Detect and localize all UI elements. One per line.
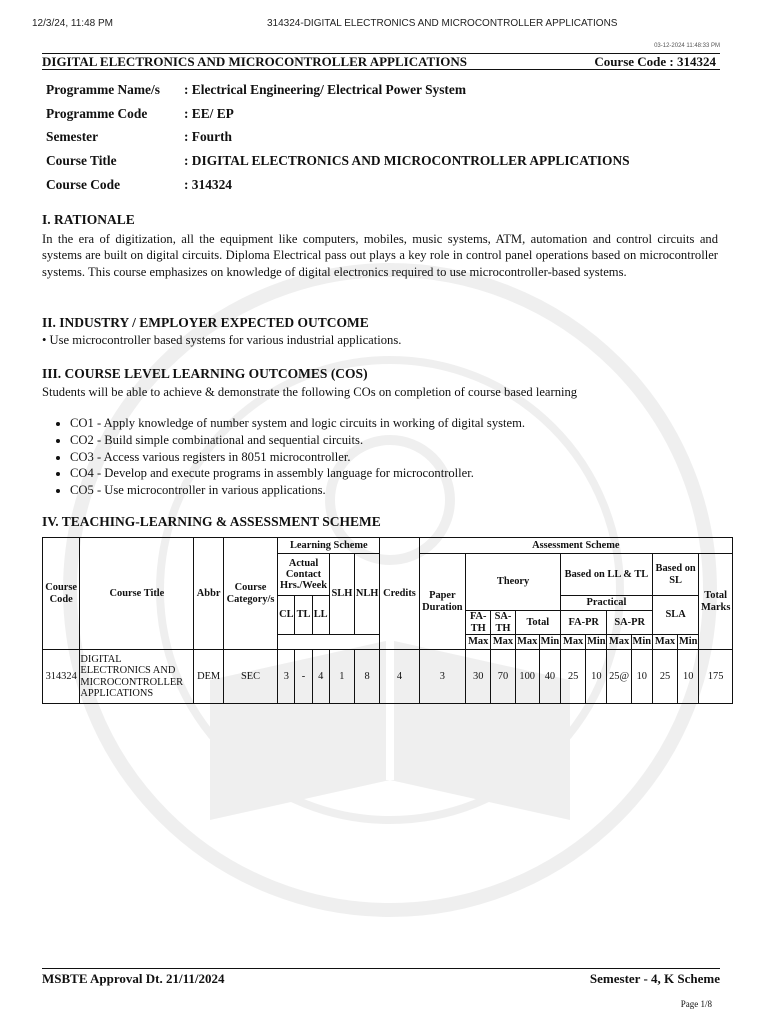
info-label: Course Code — [46, 177, 121, 193]
list-item: • CO2 - Build simple combinational and sequential circuits. — [70, 432, 525, 449]
cell-nlh: 8 — [355, 650, 380, 704]
cell-slh: 1 — [329, 650, 354, 704]
th-max: Max — [607, 635, 631, 650]
industry-outcome-heading: II. INDUSTRY / EMPLOYER EXPECTED OUTCOME — [42, 315, 369, 330]
th-course-code: Course Code — [43, 538, 80, 650]
info-value: : 314324 — [184, 177, 232, 193]
page-number: Page 1/8 — [680, 999, 712, 1009]
th-sa-th: SA-TH — [491, 611, 515, 635]
info-label: Programme Code — [46, 105, 148, 121]
info-row — [46, 102, 630, 126]
page-header-title: DIGITAL ELECTRONICS AND MICROCONTROLLER APPLICATIONS — [42, 53, 467, 69]
th-actual-contact: Actual Contact Hrs./Week — [278, 554, 329, 596]
cell-sla-max: 25 — [652, 650, 677, 704]
th-max: Max — [466, 635, 491, 650]
th-course-title: Course Title — [80, 538, 194, 650]
cell-fa-th-max: 30 — [466, 650, 491, 704]
th-min: Min — [631, 635, 652, 650]
th-practical: Practical — [561, 596, 653, 611]
cell-abbr: DEM — [194, 650, 223, 704]
info-value: : Fourth — [184, 129, 232, 145]
th-total-marks: Total Marks — [699, 554, 733, 650]
th-learning-scheme: Learning Scheme — [278, 538, 380, 554]
th-based-on-sl: Based on SL — [652, 554, 698, 596]
th-max: Max — [561, 635, 586, 650]
info-value: : DIGITAL ELECTRONICS AND MICROCONTROLLER APPLICATIONS — [184, 153, 630, 169]
th-max: Max — [515, 635, 539, 650]
th-slh: SLH — [329, 554, 354, 635]
th-credits: Credits — [380, 538, 419, 650]
th-assessment-scheme: Assessment Scheme — [419, 538, 732, 554]
cell-sa-pr-min: 10 — [631, 650, 652, 704]
cell-total-marks: 175 — [699, 650, 733, 704]
page-footer — [42, 968, 720, 987]
th-paper-duration: Paper Duration — [419, 554, 465, 650]
cell-paper-duration: 3 — [419, 650, 465, 704]
cell-ll: 4 — [312, 650, 329, 704]
th-min: Min — [586, 635, 607, 650]
th-sa-pr: SA-PR — [607, 611, 652, 635]
th-category: Course Category/s — [223, 538, 278, 650]
cos-heading: III. COURSE LEVEL LEARNING OUTCOMES (COS) — [42, 366, 368, 381]
footer-scheme: Semester - 4, K Scheme — [589, 971, 720, 986]
cell-course-title: DIGITAL ELECTRONICS AND MICROCONTROLLER APPLICATIONS — [80, 650, 194, 704]
info-row — [46, 78, 630, 102]
th-theory: Theory — [466, 554, 561, 611]
table-row — [43, 650, 733, 704]
cell-fa-pr-max: 25 — [561, 650, 586, 704]
list-item: • CO4 - Develop and execute programs in assembly language for microcontroller. — [70, 465, 525, 482]
rationale-heading: I. RATIONALE — [42, 212, 135, 227]
page-header — [42, 53, 720, 70]
th-min: Min — [539, 635, 560, 650]
cell-category: SEC — [223, 650, 278, 704]
list-item: • CO3 - Access various registers in 8051 microcontroller. — [70, 449, 525, 466]
th-total: Total — [515, 611, 560, 635]
info-value: : EE/ EP — [184, 105, 234, 121]
generated-timestamp: 03-12-2024 11:48:33 PM — [654, 43, 720, 49]
th-nlh: NLH — [355, 554, 380, 635]
th-min: Min — [678, 635, 699, 650]
th-tl: TL — [295, 596, 312, 635]
info-label: Semester — [46, 129, 99, 145]
info-row — [46, 126, 630, 150]
th-fa-pr: FA-PR — [561, 611, 607, 635]
cell-tl: - — [295, 650, 312, 704]
cell-sa-th-max: 70 — [491, 650, 515, 704]
print-datetime: 12/3/24, 11:48 PM — [32, 18, 113, 29]
cell-total-min: 40 — [539, 650, 560, 704]
info-row — [46, 149, 630, 173]
th-ll: LL — [312, 596, 329, 635]
th-cl: CL — [278, 596, 295, 635]
scheme-heading: IV. TEACHING-LEARNING & ASSESSMENT SCHEME — [42, 514, 381, 529]
info-label: Programme Name/s — [46, 81, 160, 97]
cos-list — [70, 415, 525, 499]
th-abbr: Abbr — [194, 538, 223, 650]
th-max: Max — [491, 635, 515, 650]
page-header-course-code: Course Code : 314324 — [594, 53, 716, 69]
scheme-table — [42, 537, 733, 704]
industry-outcome-text: • Use microcontroller based systems for various industrial applications. — [42, 333, 402, 347]
footer-approval: MSBTE Approval Dt. 21/11/2024 — [42, 971, 225, 986]
info-row — [46, 173, 630, 197]
cell-credits: 4 — [380, 650, 419, 704]
th-sla: SLA — [652, 596, 698, 635]
cell-course-code: 314324 — [43, 650, 80, 704]
th-spacer — [278, 635, 380, 650]
info-value: : Electrical Engineering/ Electrical Power System — [184, 81, 466, 97]
cell-total-max: 100 — [515, 650, 539, 704]
th-based-on-ll-tl: Based on LL & TL — [561, 554, 653, 596]
cos-intro: Students will be able to achieve & demonstrate the following COs on completion of course based learning — [42, 385, 578, 399]
cell-sla-min: 10 — [678, 650, 699, 704]
course-info-table — [46, 78, 630, 197]
list-item: • CO1 - Apply knowledge of number system and logic circuits in working of digital system. — [70, 415, 525, 432]
cell-cl: 3 — [278, 650, 295, 704]
cell-sa-pr-max: 25@ — [607, 650, 631, 704]
info-label: Course Title — [46, 153, 117, 169]
rationale-text: In the era of digitization, all the equipment like computers, mobiles, music systems, ATM, automation and control circuits and systems are built on digital circuits. Diploma Electrical pass out plays a key role in control panel operations based on microcontroller systems. This course emphasizes on knowledge of digital electronics required to use microcontroller-based systems. — [42, 232, 718, 279]
th-fa-th: FA-TH — [466, 611, 491, 635]
list-item: • CO5 - Use microcontroller in various applications. — [70, 482, 525, 499]
th-max: Max — [652, 635, 677, 650]
print-doc-title: 314324-DIGITAL ELECTRONICS AND MICROCONTROLLER APPLICATIONS — [267, 18, 618, 29]
cell-fa-pr-min: 10 — [586, 650, 607, 704]
